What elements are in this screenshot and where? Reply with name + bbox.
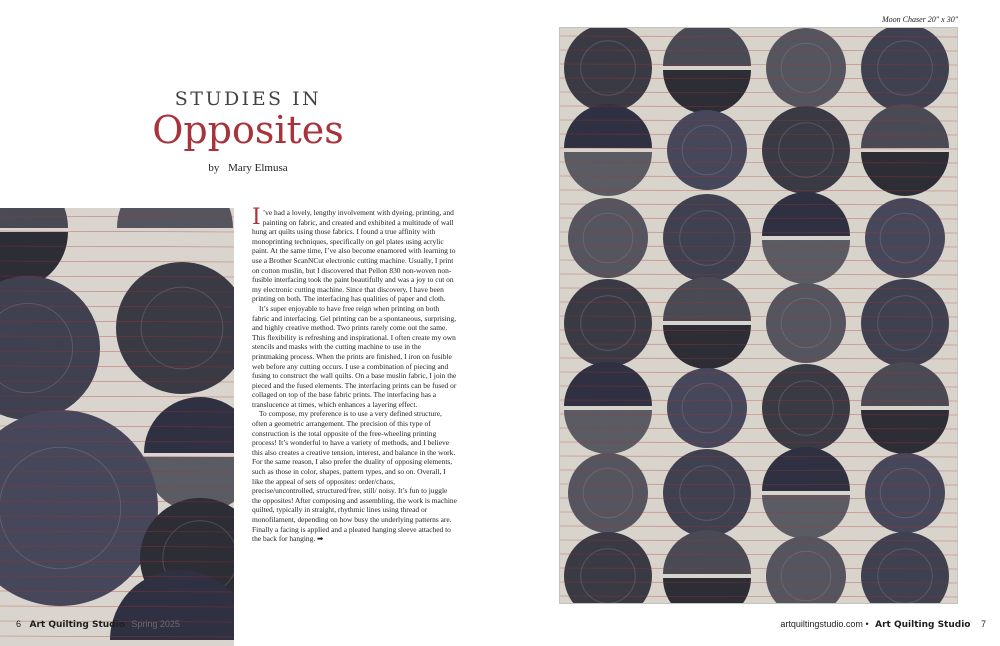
- quilt-detail-svg: [0, 208, 234, 646]
- byline: [120, 162, 376, 174]
- right-page-number: 7: [980, 619, 986, 629]
- byline-prefix: by: [208, 162, 220, 174]
- article-title: Opposites: [152, 108, 344, 152]
- quilt-detail-image: [0, 208, 234, 646]
- circle-print: [564, 279, 652, 367]
- issue-label: Spring 2025: [131, 619, 180, 629]
- quilt-full-svg: [560, 28, 957, 603]
- circle-print: [663, 194, 751, 282]
- circle-print: [766, 28, 846, 108]
- circle-print: [865, 198, 945, 278]
- footer-left: [16, 619, 180, 630]
- artwork-title: Moon Chaser: [882, 15, 926, 24]
- circle-print: [762, 106, 850, 194]
- circle-print: [663, 449, 751, 537]
- body-paragraph-1: [252, 205, 458, 304]
- footer-right: [780, 619, 986, 630]
- footer-bullet: •: [865, 619, 869, 629]
- body-paragraph-3: To compose, my preference is to use a very defined structure, often a geometric arrangement. The precision of this type of construction is the total opposite of the free-wheeling printing process! It’s wonderful to have a variety of methods, and I believe this also creates a creative tension, interest, and balance in the work. For the same reason, I also prefer the duality of opposing elements, such as those in color, shapes, pattern types, and so on. Overall, I like the appeal of sets of opposites: order/chaos, precise/uncontrolled, structured/free, still/ noisy. It’s fun to juggle the opposites! After composing and assembling, the work is machine quilted, typically in straight, rhythmic lines using thread or monofilament, depending on how busy the underlying patterns are. Finally a facing is applied and a pleated hanging sleeve attached to the back for hanging. ➡: [252, 409, 457, 544]
- right-footer-brand: Art Quilting Studio: [875, 620, 971, 630]
- artwork-caption: [882, 15, 958, 24]
- artwork-dimensions: 20" x 30": [927, 15, 959, 24]
- quilt-full-image: [560, 28, 957, 603]
- circle-print: [762, 364, 850, 452]
- left-page-number: 6: [16, 619, 22, 629]
- dropcap: I: [252, 205, 261, 230]
- half-circle-print: [663, 578, 751, 603]
- circle-print: [861, 279, 949, 367]
- half-circle-print: [117, 208, 233, 228]
- half-circle-print: [0, 208, 68, 228]
- article-body: [252, 205, 458, 613]
- left-footer-brand: Art Quilting Studio: [29, 620, 125, 630]
- footer-url: artquiltingstudio.com: [780, 619, 863, 629]
- circle-print: [667, 368, 747, 448]
- circle-print: [766, 283, 846, 363]
- article-kicker: STUDIES IN: [174, 88, 322, 110]
- circle-print: [568, 198, 648, 278]
- circle-print: [568, 453, 648, 533]
- circle-print: [667, 110, 747, 190]
- circle-print: [865, 453, 945, 533]
- body-paragraph-1-text: ’ve had a lovely, lengthy involvement with dyeing, printing, and painting on fabric, and created and exhibited a multitude of wall hung art quilts using those fabrics. I found a true affinity with monoprinting techniques, specifically on gel plates using acrylic paint. At the same time, I’ve also become enamored with learning to use a Brother ScanNCut electronic cutting machine. Usually, I print on cotton muslin, but I discovered that Pellon 830 non-woven non-fusible interfacing took the paint beautifully and was a joy to cut on my electronic cutting machine. Since that discovery, I have been printing on both. The interfacing has qualities of paper and cloth.: [252, 208, 456, 304]
- body-paragraph-2: It’s super enjoyable to have free reign when printing on both fabric and interfacing. Gel printing can be a spontaneous, surprising, and highly creative method. Two prints rarely come out the same. This flexibility is refreshing and inspirational. I often create my own stencils and masks with the cutting machine to use in the printmaking process. When the prints are finished, I iron on fusible web before any cutting occurs. I use a combination of piecing and fusing to construct the wall quilts. On a base muslin fabric, I join the pieced and the fused elements. The interfacing prints can be fused or collaged on top of the base fabric prints. The interfacing has a translucence at times, which enhances a layering effect.: [252, 303, 457, 409]
- author-name: Mary Elmusa: [228, 162, 288, 174]
